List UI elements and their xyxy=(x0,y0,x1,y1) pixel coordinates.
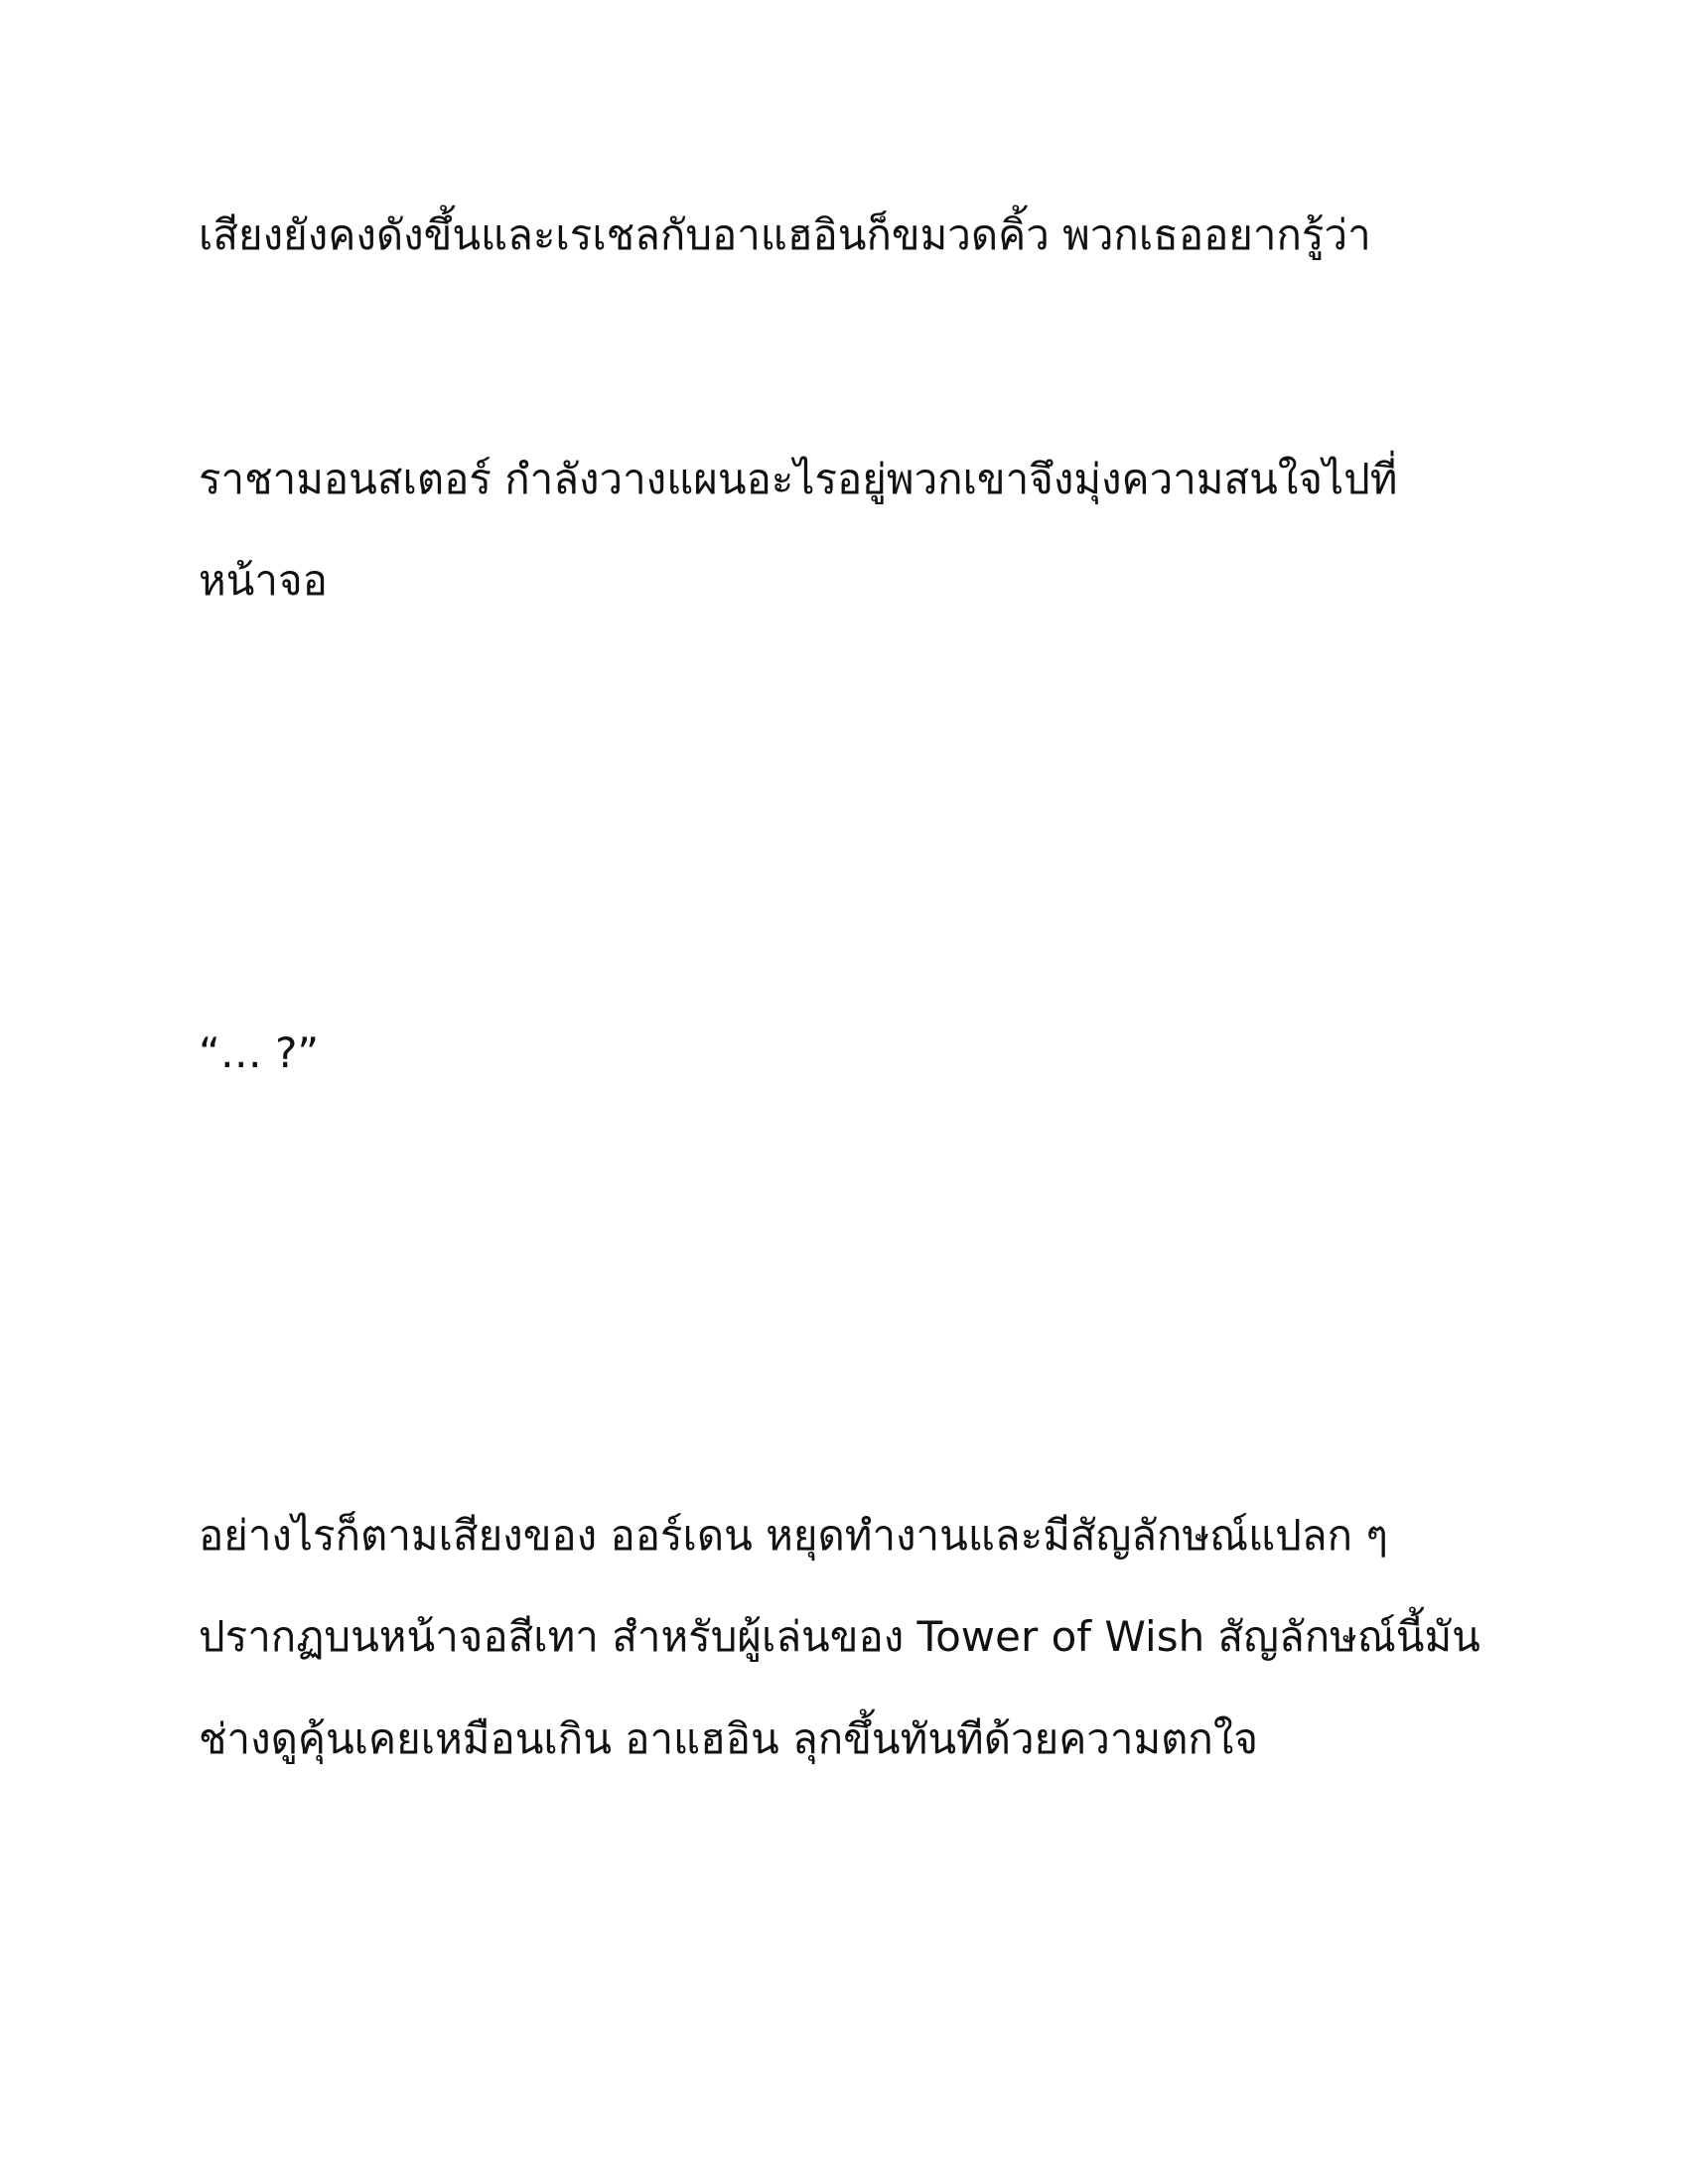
paragraph-3-line-1: “… ?” xyxy=(199,1028,320,1077)
paragraph-4-line-3: ช่างดูคุ้นเคยเหมือนเกิน อาแฮอิน ลุกขึ้นทันทีด้วยความตกใจ xyxy=(199,1714,1258,1763)
paragraph-4-line-2: ปรากฏบนหน้าจอสีเทา สำหรับผู้เล่นของ Tower of Wish สัญลักษณ์นี้มัน xyxy=(199,1612,1480,1661)
paragraph-2-line-1: ราชามอนสเตอร์ กำลังวางแผนอะไรอยู่พวกเขาจึงมุ่งความสนใจไปที่ xyxy=(199,455,1398,503)
paragraph-1-line-1: เสียงยังคงดังขึ้นและเรเชลกับอาแฮอินก็ขมวดคิ้ว พวกเธออยากรู้ว่า xyxy=(199,210,1371,259)
paragraph-4-line-1: อย่างไรก็ตามเสียงของ ออร์เดน หยุดทำงานและมีสัญลักษณ์แปลก ๆ xyxy=(199,1511,1388,1560)
paragraph-2-line-2: หน้าจอ xyxy=(199,556,328,605)
